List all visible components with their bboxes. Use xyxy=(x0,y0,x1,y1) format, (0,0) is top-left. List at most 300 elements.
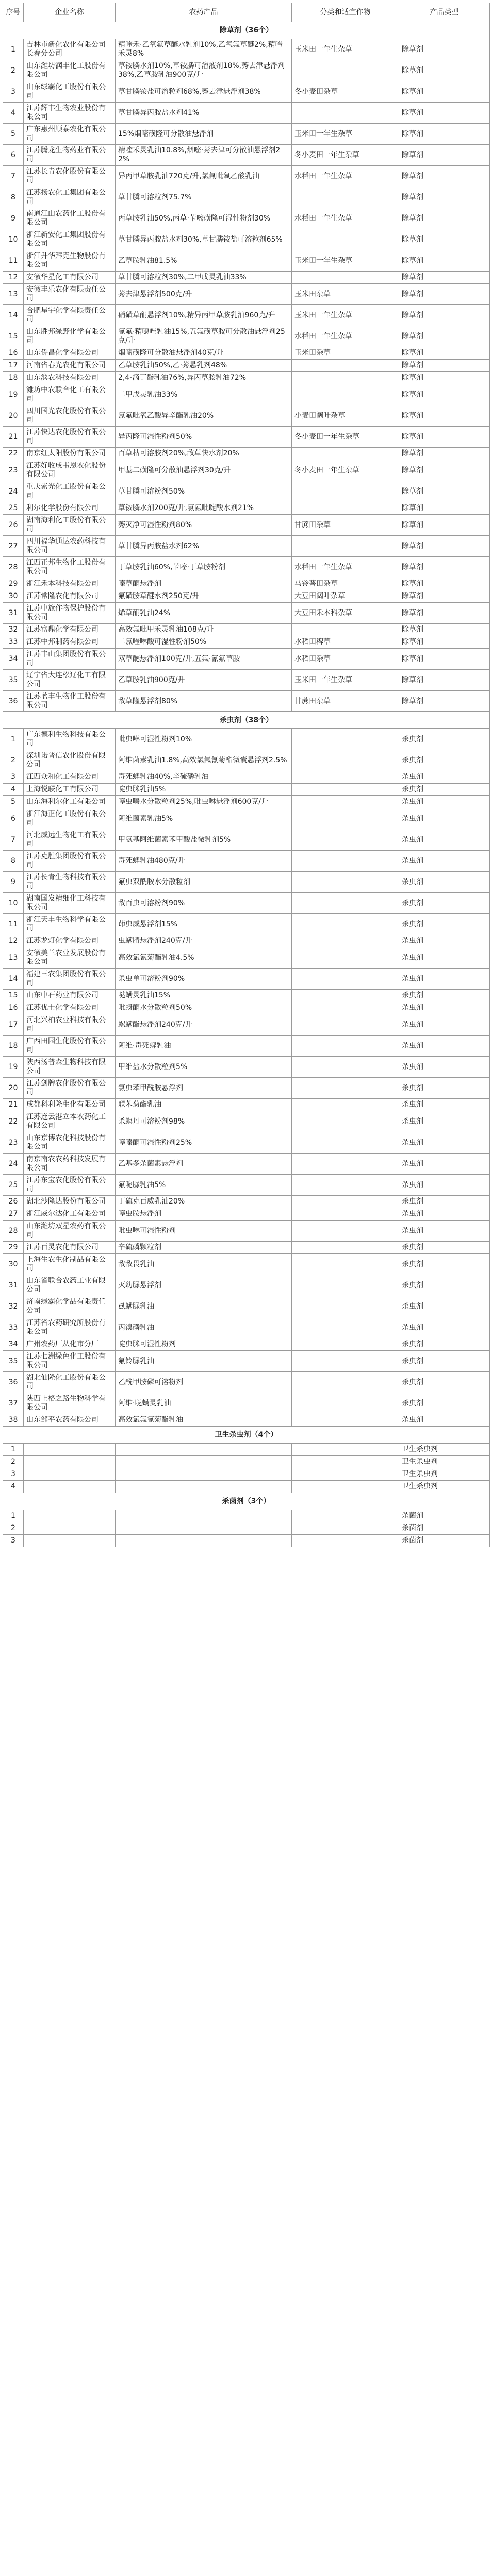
crop-category: 水稻田杂草 xyxy=(292,649,399,670)
company-name: 安徽美兰农业发展股份有限公司 xyxy=(24,947,116,969)
pesticide-product: 杀虫单可溶粉剂90% xyxy=(116,969,292,990)
row-number: 4 xyxy=(3,1481,24,1493)
pesticide-product xyxy=(116,1444,292,1456)
product-type: 杀虫剂 xyxy=(399,851,490,872)
crop-category xyxy=(292,60,399,81)
table-row xyxy=(3,1036,490,1057)
company-name: 江苏连云港立本农药化工有限公司 xyxy=(24,1111,116,1132)
company-name: 江苏长青生物科技有限公司 xyxy=(24,872,116,893)
row-number: 3 xyxy=(3,81,24,103)
table-row xyxy=(3,1317,490,1338)
product-type: 除草剂 xyxy=(399,305,490,326)
crop-category xyxy=(292,1372,399,1393)
company-name: 浙江禾本科技有限公司 xyxy=(24,578,116,590)
company-name: 安徽丰乐农化有限责任公司 xyxy=(24,284,116,305)
row-number: 28 xyxy=(3,557,24,578)
product-type: 除草剂 xyxy=(399,427,490,448)
crop-category: 冬小麦田一年生杂草 xyxy=(292,145,399,166)
crop-category xyxy=(292,1242,399,1254)
row-number: 3 xyxy=(3,771,24,784)
pesticide-product: 哒螨灵乳油15% xyxy=(116,990,292,1002)
row-number: 13 xyxy=(3,947,24,969)
table-row xyxy=(3,39,490,60)
row-number: 26 xyxy=(3,515,24,536)
row-number: 19 xyxy=(3,1057,24,1078)
row-number: 30 xyxy=(3,1254,24,1275)
product-type: 除草剂 xyxy=(399,39,490,60)
product-type: 除草剂 xyxy=(399,557,490,578)
row-number: 25 xyxy=(3,1175,24,1196)
product-type: 除草剂 xyxy=(399,515,490,536)
pesticide-product: 草甘膦异丙胺盐水剂41% xyxy=(116,103,292,124)
row-number: 2 xyxy=(3,1522,24,1535)
company-name xyxy=(24,1444,116,1456)
pesticide-product: 丙溴磷乳油 xyxy=(116,1317,292,1338)
table-row xyxy=(3,1242,490,1254)
row-number: 36 xyxy=(3,1372,24,1393)
row-number: 5 xyxy=(3,124,24,145)
product-type: 卫生杀虫剂 xyxy=(399,1468,490,1481)
section-title: 杀虫剂（38个） xyxy=(3,712,490,729)
product-type: 除草剂 xyxy=(399,372,490,384)
company-name: 浙江威尔达化工有限公司 xyxy=(24,1208,116,1221)
table-row xyxy=(3,603,490,624)
company-name xyxy=(24,1456,116,1468)
pesticide-product: 甲维盐水分散粒剂5% xyxy=(116,1057,292,1078)
row-number: 6 xyxy=(3,808,24,829)
crop-category xyxy=(292,536,399,557)
row-number: 21 xyxy=(3,1099,24,1111)
table-row xyxy=(3,649,490,670)
pesticide-product: 氟啶脲乳油5% xyxy=(116,1175,292,1196)
crop-category: 水稻田稗草 xyxy=(292,636,399,649)
pesticide-product: 吡蚜酮水分散粒剂50% xyxy=(116,1002,292,1014)
product-type: 杀虫剂 xyxy=(399,1036,490,1057)
product-type: 杀虫剂 xyxy=(399,935,490,947)
company-name: 江苏优士化学有限公司 xyxy=(24,1002,116,1014)
pesticide-product xyxy=(116,1481,292,1493)
table-row xyxy=(3,1535,490,1547)
product-type: 杀虫剂 xyxy=(399,1372,490,1393)
company-name: 利尔化学股份有限公司 xyxy=(24,502,116,515)
table-row xyxy=(3,969,490,990)
table-row xyxy=(3,935,490,947)
row-number: 35 xyxy=(3,670,24,691)
crop-category xyxy=(292,1468,399,1481)
pesticide-product: 阿维菌素乳油5% xyxy=(116,808,292,829)
crop-category: 小麦田阔叶杂草 xyxy=(292,405,399,427)
row-number: 34 xyxy=(3,1338,24,1351)
company-name: 陕西上格之路生物科学有限公司 xyxy=(24,1393,116,1414)
row-number: 2 xyxy=(3,750,24,771)
pesticide-product: 氯氟吡氧乙酸异辛酯乳油20% xyxy=(116,405,292,427)
crop-category: 玉米田杂草 xyxy=(292,347,399,360)
table-row xyxy=(3,624,490,636)
company-name: 合肥星宇化学有限责任公司 xyxy=(24,305,116,326)
crop-category xyxy=(292,893,399,914)
row-number: 4 xyxy=(3,103,24,124)
crop-category: 冬小麦田一年生杂草 xyxy=(292,427,399,448)
product-type: 除草剂 xyxy=(399,502,490,515)
product-type: 杀虫剂 xyxy=(399,1132,490,1154)
product-type: 除草剂 xyxy=(399,624,490,636)
row-number: 15 xyxy=(3,326,24,347)
company-name: 广东惠州顺泰农化有限公司 xyxy=(24,124,116,145)
pesticide-product: 双草醚悬浮剂100克/升,五氟·氰氟草胺 xyxy=(116,649,292,670)
row-number: 38 xyxy=(3,1414,24,1427)
table-row xyxy=(3,1221,490,1242)
company-name: 江西正邦生物化工股份有限公司 xyxy=(24,557,116,578)
pesticide-product: 乙酰甲胺磷可溶粉剂 xyxy=(116,1372,292,1393)
product-type: 除草剂 xyxy=(399,384,490,405)
product-type: 杀虫剂 xyxy=(399,1099,490,1111)
row-number: 8 xyxy=(3,851,24,872)
table-row xyxy=(3,272,490,284)
table-row xyxy=(3,1154,490,1175)
column-header: 序号 xyxy=(3,3,24,22)
product-type: 除草剂 xyxy=(399,347,490,360)
pesticide-product xyxy=(116,1535,292,1547)
column-header: 产品类型 xyxy=(399,3,490,22)
company-name: 广西田园生化股份有限公司 xyxy=(24,1036,116,1057)
table-row xyxy=(3,1351,490,1372)
company-name: 湖南国发精细化工科技有限公司 xyxy=(24,893,116,914)
company-name: 广州农药厂从化市分厂 xyxy=(24,1338,116,1351)
crop-category: 玉米田一年生杂草 xyxy=(292,250,399,272)
crop-category xyxy=(292,448,399,460)
table-row xyxy=(3,372,490,384)
company-name: 山东胜邦绿野化学有限公司 xyxy=(24,326,116,347)
product-type: 除草剂 xyxy=(399,536,490,557)
company-name: 山东京博农化科技股份有限公司 xyxy=(24,1132,116,1154)
pesticide-table xyxy=(3,3,490,1547)
table-row xyxy=(3,590,490,603)
company-name: 上海生农生化制品有限公司 xyxy=(24,1254,116,1275)
company-name: 山东潍坊润丰化工股份有限公司 xyxy=(24,60,116,81)
product-type: 卫生杀虫剂 xyxy=(399,1456,490,1468)
company-name: 福建三农集团股份有限公司 xyxy=(24,969,116,990)
company-name: 广东德利生物科技有限公司 xyxy=(24,729,116,750)
pesticide-product: 异丙隆可湿性粉剂50% xyxy=(116,427,292,448)
row-number: 14 xyxy=(3,305,24,326)
crop-category xyxy=(292,729,399,750)
pesticide-product: 灭幼脲悬浮剂 xyxy=(116,1275,292,1296)
row-number: 22 xyxy=(3,1111,24,1132)
table-row xyxy=(3,691,490,712)
product-type: 杀虫剂 xyxy=(399,796,490,808)
pesticide-product: 乙草胺乳油81.5% xyxy=(116,250,292,272)
crop-category xyxy=(292,272,399,284)
table-body xyxy=(3,22,490,1547)
section-header-row xyxy=(3,712,490,729)
crop-category xyxy=(292,796,399,808)
company-name: 山东省联合农药工业有限公司 xyxy=(24,1275,116,1296)
crop-category xyxy=(292,1036,399,1057)
product-type: 除草剂 xyxy=(399,578,490,590)
pesticide-product xyxy=(116,1510,292,1522)
table-row xyxy=(3,784,490,796)
product-type: 杀虫剂 xyxy=(399,1111,490,1132)
pesticide-product: 敌敌畏乳油 xyxy=(116,1254,292,1275)
table-row xyxy=(3,481,490,502)
product-type: 杀虫剂 xyxy=(399,1154,490,1175)
table-row xyxy=(3,405,490,427)
table-row xyxy=(3,1456,490,1468)
product-type: 杀虫剂 xyxy=(399,750,490,771)
table-row xyxy=(3,448,490,460)
crop-category xyxy=(292,808,399,829)
crop-category xyxy=(292,872,399,893)
row-number: 11 xyxy=(3,250,24,272)
crop-category: 冬小麦田一年生杂草 xyxy=(292,460,399,481)
crop-category: 水稻田一年生杂草 xyxy=(292,326,399,347)
row-number: 18 xyxy=(3,372,24,384)
company-name xyxy=(24,1535,116,1547)
pesticide-product: 莠灭净可湿性粉剂80% xyxy=(116,515,292,536)
table-row xyxy=(3,1002,490,1014)
product-type: 杀虫剂 xyxy=(399,893,490,914)
crop-category xyxy=(292,1444,399,1456)
crop-category xyxy=(292,935,399,947)
pesticide-product: 氰氟·精噁唑乳油15%,五氟磺草胺可分散油悬浮剂25克/升 xyxy=(116,326,292,347)
pesticide-product: 高效氯氰菊酯乳油4.5% xyxy=(116,947,292,969)
product-type: 杀菌剂 xyxy=(399,1510,490,1522)
column-header: 分类和适宜作物 xyxy=(292,3,399,22)
table-row xyxy=(3,914,490,935)
row-number: 26 xyxy=(3,1196,24,1208)
product-type: 杀虫剂 xyxy=(399,990,490,1002)
table-row xyxy=(3,187,490,208)
table-row xyxy=(3,729,490,750)
product-type: 除草剂 xyxy=(399,166,490,187)
row-number: 36 xyxy=(3,691,24,712)
company-name: 山东中石药业有限公司 xyxy=(24,990,116,1002)
table-row xyxy=(3,326,490,347)
crop-category xyxy=(292,1208,399,1221)
table-row xyxy=(3,808,490,829)
table-row xyxy=(3,229,490,250)
product-type: 除草剂 xyxy=(399,481,490,502)
table-header-row xyxy=(3,3,490,22)
company-name: 湖北仙隆化工股份有限公司 xyxy=(24,1372,116,1393)
table-row xyxy=(3,1522,490,1535)
crop-category: 水稻田一年生杂草 xyxy=(292,166,399,187)
company-name: 浙江升华拜克生物股份有限公司 xyxy=(24,250,116,272)
row-number: 16 xyxy=(3,347,24,360)
crop-category xyxy=(292,1481,399,1493)
crop-category xyxy=(292,1057,399,1078)
product-type: 杀虫剂 xyxy=(399,1196,490,1208)
crop-category xyxy=(292,1535,399,1547)
row-number: 7 xyxy=(3,166,24,187)
table-row xyxy=(3,750,490,771)
product-type: 除草剂 xyxy=(399,590,490,603)
pesticide-product: 毒死蜱乳油40%,辛硫磷乳油 xyxy=(116,771,292,784)
pesticide-product: 吡虫啉可湿性粉剂10% xyxy=(116,729,292,750)
row-number: 37 xyxy=(3,1393,24,1414)
row-number: 11 xyxy=(3,914,24,935)
table-row xyxy=(3,670,490,691)
product-type: 杀虫剂 xyxy=(399,1175,490,1196)
product-type: 除草剂 xyxy=(399,460,490,481)
pesticide-product: 精喹禾灵乳油10.8%,烟嘧·莠去津可分散油悬浮剂22% xyxy=(116,145,292,166)
product-type: 除草剂 xyxy=(399,691,490,712)
row-number: 29 xyxy=(3,1242,24,1254)
product-type: 除草剂 xyxy=(399,208,490,229)
row-number: 2 xyxy=(3,1456,24,1468)
pesticide-product: 百草枯可溶胶剂20%,敌草快水剂20% xyxy=(116,448,292,460)
company-name: 山东邹平农药有限公司 xyxy=(24,1414,116,1427)
crop-category xyxy=(292,851,399,872)
company-name: 山东滨农科技有限公司 xyxy=(24,372,116,384)
pesticide-product: 二氯喹啉酸可湿性粉剂50% xyxy=(116,636,292,649)
product-type: 杀虫剂 xyxy=(399,729,490,750)
table-row xyxy=(3,1254,490,1275)
row-number: 24 xyxy=(3,481,24,502)
product-type: 杀虫剂 xyxy=(399,808,490,829)
product-type: 杀虫剂 xyxy=(399,969,490,990)
table-row xyxy=(3,1175,490,1196)
company-name: 山东绿霸化工股份有限公司 xyxy=(24,81,116,103)
table-row xyxy=(3,1444,490,1456)
pesticide-product: 氟磺胺草醚水剂250克/升 xyxy=(116,590,292,603)
crop-category xyxy=(292,1111,399,1132)
product-type: 除草剂 xyxy=(399,124,490,145)
pesticide-product: 丁草胺乳油60%,苄嘧·丁草胺粉剂 xyxy=(116,557,292,578)
company-name: 湖南海利化工股份有限公司 xyxy=(24,515,116,536)
row-number: 30 xyxy=(3,590,24,603)
company-name: 江苏蓝丰生物化工股份有限公司 xyxy=(24,691,116,712)
crop-category xyxy=(292,1014,399,1036)
pesticide-product: 联苯菊酯乳油 xyxy=(116,1099,292,1111)
crop-category xyxy=(292,1175,399,1196)
row-number: 9 xyxy=(3,208,24,229)
crop-category: 玉米田杂草 xyxy=(292,284,399,305)
company-name: 山东潍坊双星农药有限公司 xyxy=(24,1221,116,1242)
product-type: 除草剂 xyxy=(399,649,490,670)
product-type: 杀虫剂 xyxy=(399,1002,490,1014)
company-name: 浙江海正化工股份有限公司 xyxy=(24,808,116,829)
pesticide-product: 噻虫胺悬浮剂 xyxy=(116,1208,292,1221)
crop-category xyxy=(292,1196,399,1208)
company-name: 潍坊中农联合化工有限公司 xyxy=(24,384,116,405)
company-name: 江苏中邦制药有限公司 xyxy=(24,636,116,649)
crop-category xyxy=(292,771,399,784)
pesticide-product: 15%烟嘧磺隆可分散油悬浮剂 xyxy=(116,124,292,145)
table-row xyxy=(3,893,490,914)
crop-category xyxy=(292,947,399,969)
company-name: 吉林市新化农化有限公司长春分公司 xyxy=(24,39,116,60)
table-row xyxy=(3,1078,490,1099)
row-number: 1 xyxy=(3,39,24,60)
product-type: 杀虫剂 xyxy=(399,1014,490,1036)
row-number: 22 xyxy=(3,448,24,460)
company-name: 南京南农农药科技发展有限公司 xyxy=(24,1154,116,1175)
company-name: 江苏腾龙生物药业有限公司 xyxy=(24,145,116,166)
row-number: 1 xyxy=(3,1510,24,1522)
table-row xyxy=(3,771,490,784)
pesticide-product: 阿维·毒死蜱乳油 xyxy=(116,1036,292,1057)
company-name: 河北威远生物化工有限公司 xyxy=(24,829,116,851)
row-number: 18 xyxy=(3,1036,24,1057)
product-type: 杀虫剂 xyxy=(399,1221,490,1242)
company-name: 济南绿霸化学品有限责任公司 xyxy=(24,1296,116,1317)
row-number: 29 xyxy=(3,578,24,590)
company-name: 深圳诺普信农化股份有限公司 xyxy=(24,750,116,771)
table-row xyxy=(3,81,490,103)
company-name xyxy=(24,1468,116,1481)
crop-category xyxy=(292,750,399,771)
row-number: 8 xyxy=(3,187,24,208)
crop-category xyxy=(292,360,399,372)
product-type: 杀虫剂 xyxy=(399,1078,490,1099)
company-name: 南京红太阳股份有限公司 xyxy=(24,448,116,460)
table-row xyxy=(3,60,490,81)
table-row xyxy=(3,166,490,187)
pesticide-product xyxy=(116,1468,292,1481)
crop-category xyxy=(292,372,399,384)
crop-category xyxy=(292,1296,399,1317)
crop-category xyxy=(292,1002,399,1014)
pesticide-product: 烟嘧磺隆可分散油悬浮剂40克/升 xyxy=(116,347,292,360)
company-name: 山东海利尔化工有限公司 xyxy=(24,796,116,808)
product-type: 杀虫剂 xyxy=(399,947,490,969)
table-row xyxy=(3,578,490,590)
table-row xyxy=(3,305,490,326)
table-row xyxy=(3,1208,490,1221)
pesticide-product: 噻嗪酮可湿性粉剂25% xyxy=(116,1132,292,1154)
company-name: 重庆紫光化工股份有限公司 xyxy=(24,481,116,502)
table-row xyxy=(3,360,490,372)
product-type: 除草剂 xyxy=(399,603,490,624)
company-name: 河南省春光农化有限公司 xyxy=(24,360,116,372)
company-name: 江苏龙灯化学有限公司 xyxy=(24,935,116,947)
row-number: 6 xyxy=(3,145,24,166)
table-row xyxy=(3,1481,490,1493)
crop-category: 水稻田一年生杂草 xyxy=(292,208,399,229)
product-type: 除草剂 xyxy=(399,670,490,691)
product-type: 杀虫剂 xyxy=(399,1057,490,1078)
row-number: 32 xyxy=(3,1296,24,1317)
table-row xyxy=(3,947,490,969)
row-number: 14 xyxy=(3,969,24,990)
crop-category xyxy=(292,1522,399,1535)
row-number: 23 xyxy=(3,460,24,481)
product-type: 杀虫剂 xyxy=(399,771,490,784)
table-row xyxy=(3,1196,490,1208)
product-type: 杀虫剂 xyxy=(399,1351,490,1372)
pesticide-product: 螺螨酯悬浮剂240克/升 xyxy=(116,1014,292,1036)
row-number: 3 xyxy=(3,1535,24,1547)
row-number: 33 xyxy=(3,1317,24,1338)
crop-category xyxy=(292,969,399,990)
table-row xyxy=(3,347,490,360)
section-header-row xyxy=(3,1427,490,1444)
pesticide-product: 乙草胺乳油900克/升 xyxy=(116,670,292,691)
column-header: 企业名称 xyxy=(24,3,116,22)
pesticide-product: 乙草胺乳油50%,乙·莠悬乳剂48% xyxy=(116,360,292,372)
table-row xyxy=(3,1275,490,1296)
company-name xyxy=(24,1481,116,1493)
crop-category xyxy=(292,1221,399,1242)
pesticide-product: 二甲戊灵乳油33% xyxy=(116,384,292,405)
pesticide-product: 草甘膦可溶粒剂30%,二甲戊灵乳油33% xyxy=(116,272,292,284)
product-type: 除草剂 xyxy=(399,229,490,250)
crop-category: 大豆田阔叶杂草 xyxy=(292,590,399,603)
row-number: 17 xyxy=(3,1014,24,1036)
pesticide-product: 草甘膦铵盐可溶粒剂68%,莠去津悬浮剂38% xyxy=(116,81,292,103)
company-name: 江苏七洲绿色化工股份有限公司 xyxy=(24,1351,116,1372)
